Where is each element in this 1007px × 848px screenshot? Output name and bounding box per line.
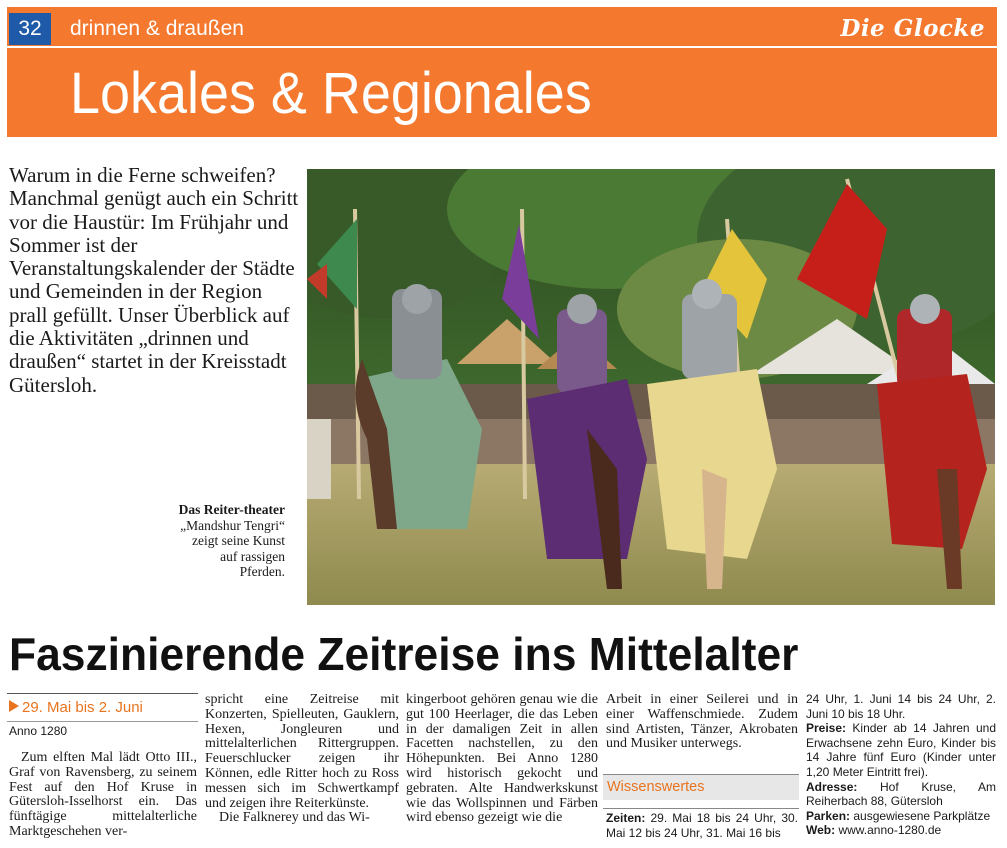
info-address-text: Hof Kruse, Am Reiherbach 88, Gütersloh (806, 779, 996, 809)
article-column-3: kingerboot gehören genau wie die gut 100 Heerlager, die das Leben in der damaligen Zeit in allen Facetten nachstellen, zu den Höhepunkten. Bei Anno 1280 wird historisch gekocht und gebraten. Alte Handwerkskunst wie das Wollspinnen und Färben wird ebenso gezeigt wie die (406, 692, 598, 826)
section-label: drinnen & draußen (70, 17, 244, 40)
info-prices (806, 721, 996, 779)
date-rule-top (7, 693, 198, 694)
article-headline: Faszinierende Zeitreise ins Mittelalter (9, 628, 799, 680)
page-title: Lokales & Regionales (70, 61, 592, 126)
event-date (9, 698, 143, 718)
caption-text: „Mandshur Tengri“ zeigt seine Kunst auf rassigen Pferden. (180, 517, 285, 579)
knights-photo (307, 169, 995, 605)
article-column-2-p2: Die Falknerey und das Wi- (219, 810, 370, 826)
info-address (806, 780, 996, 809)
info-times-text: 29. Mai 18 bis 24 Uhr, 30. Mai 12 bis 24 Uhr, 31. Mai 16 bis (606, 811, 798, 840)
info-parking-label: Parken: (806, 808, 851, 823)
info-times-continued: 24 Uhr, 1. Juni 14 bis 24 Uhr, 2. Juni 10 bis 18 Uhr. (806, 692, 996, 721)
info-times (606, 811, 798, 840)
info-web-link[interactable]: www.anno-1280.de (838, 823, 942, 838)
knights-illustration (307, 169, 995, 605)
article-column-2-p1: spricht eine Zeitreise mit Konzerten, Spielleuten, Gauklern, Hexen, Jongleuren und mittelalterlichen Rittergruppen. Feuerschlucker zeigen ihr Können, edle Ritter hoch zu Ross messen sich im Schwertkampf und zeigen ihre Reiterkünste. (205, 692, 399, 811)
info-column (806, 692, 996, 838)
article-column-2 (205, 693, 399, 826)
info-parking-text: ausgewiesene Parkplätze (853, 808, 991, 823)
info-prices-label: Preise: (806, 721, 847, 736)
article-column-1: Zum elften Mal lädt Otto III., Graf von Ravensberg, zu seinem Fest auf den Hof Kruse in Gütersloh-Isselhorst ein. Das fünftägige mittelalterliche Marktgeschehen ver- (9, 750, 197, 839)
info-parking (806, 809, 996, 824)
info-box-title: Wissenswertes (607, 779, 705, 795)
info-web-label: Web: (806, 823, 836, 838)
date-rule-mid (7, 721, 198, 722)
photo-caption (175, 502, 285, 580)
info-address-label: Adresse: (806, 779, 858, 794)
event-date-text: 29. Mai bis 2. Juni (22, 699, 143, 716)
info-box-header (603, 774, 799, 800)
info-times-label: Zeiten: (606, 811, 646, 825)
header-divider (7, 46, 997, 48)
page-number: 32 (9, 13, 51, 45)
newspaper-logo: Die Glocke (840, 15, 985, 42)
intro-text: Warum in die Ferne schweifen? Manchmal genügt auch ein Schritt vor die Haustür: Im Frühjahr und Sommer ist der Veranstaltungskalender der Städte und Gemeinden in der Region prall gefüllt. Unser Überblick auf die Aktivitäten „drinnen und draußen“ startet in der Kreisstadt Gütersloh. (9, 163, 299, 397)
event-venue: Anno 1280 (9, 724, 68, 738)
caption-bold: Das Reiter-theater (178, 502, 285, 517)
arrow-right-icon (9, 700, 19, 712)
info-web (806, 823, 996, 838)
info-prices-text: Kinder ab 14 Jahren und Erwachsene zehn Euro, Kinder bis 14 Jahre fünf Euro (Kinder unter 1,20 Meter Eintritt frei). (806, 721, 996, 779)
article-column-4: Arbeit in einer Seilerei und in einer Waffenschmiede. Zudem sind Artisten, Tänzer, Akrobaten und Musiker unterwegs. (606, 692, 798, 752)
info-box-rule (603, 808, 799, 809)
